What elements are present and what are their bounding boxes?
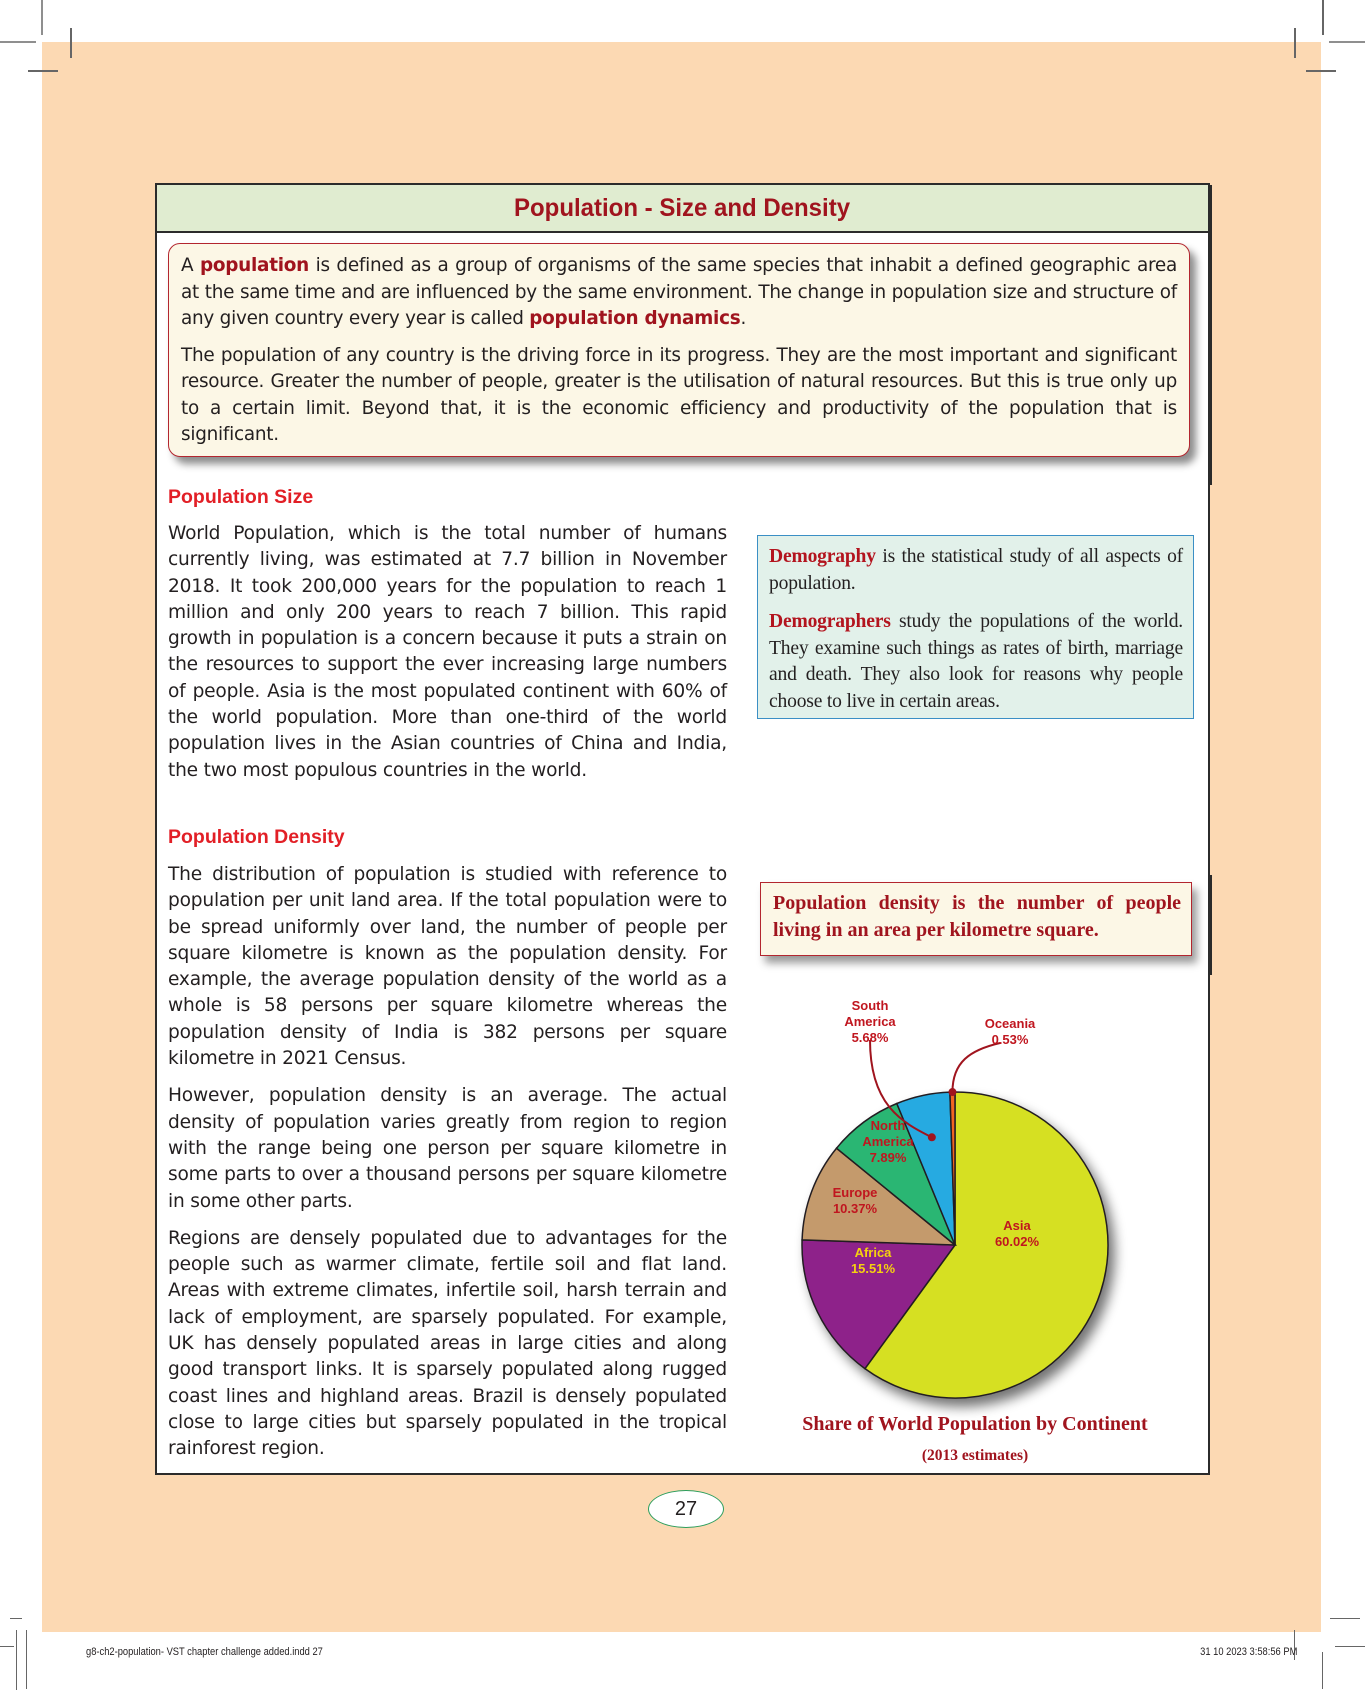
pie-chart-svg <box>755 925 1195 1425</box>
crop-mark <box>1329 41 1365 43</box>
callout-line-oceania <box>952 1043 1000 1092</box>
print-slug-timestamp: 31 10 2023 3:58:56 PM <box>1199 1646 1297 1658</box>
pie-label-north-america: North America 7.89% <box>862 1118 914 1165</box>
pie-label-europe: Europe 10.37% <box>832 1185 878 1216</box>
title-bar <box>157 185 1208 233</box>
crop-mark <box>1335 1646 1365 1647</box>
crop-mark <box>1322 0 1324 35</box>
crop-mark <box>41 0 43 35</box>
pie-label-asia: Asia 60.02% <box>994 1218 1040 1249</box>
content-frame <box>155 183 1210 1475</box>
term-population: population <box>199 255 310 276</box>
pie-label-oceania: Oceania 0.53% <box>984 1016 1036 1047</box>
crop-mark <box>16 1630 17 1690</box>
term-demography: Demography <box>769 546 876 567</box>
chart-subtitle: (2013 estimates) <box>921 1447 1029 1464</box>
population-size-body <box>168 521 727 795</box>
crop-mark <box>0 1646 14 1647</box>
crop-mark <box>0 41 36 43</box>
density-paragraph-3: Regions are densely populated due to advantages for the people such as warmer climate, fertile soil and flat land. Areas with extreme climates, infertile soil, harsh terrain and lack of employment, are sparsely populated. For example, UK has densely populated areas in large cities and along good transport links. It is sparsely populated along rugged coast lines and highland areas. Brazil is densely populated close to large cities but sparsely populated in the tropical rainforest region. <box>168 1227 727 1460</box>
pie-chart <box>755 925 1195 1485</box>
text: is defined as a group of organisms of the same species that inhabit a defined geographic area at the same time and are influenced by the same environment. The change in population size and structure of any given country every year is called <box>181 255 1177 329</box>
divider <box>1209 185 1212 485</box>
population-size-paragraph: World Population, which is the total number of humans currently living, was estimated at 7.7 billion in November 2018. It took 200,000 years for the population to reach 1 million and only 200 years to reach 7 billion. This rapid growth in population is a concern because it puts a strain on the resources to support the ever increasing large numbers of people. Asia is the most populated continent with 60% of the world population. More than one-third of the world population lives in the Asian countries of China and India, the two most populous countries in the world. <box>168 523 727 781</box>
crop-mark <box>10 1618 22 1619</box>
density-definition-text: Population density is the number of people living in an area per kilometre square. <box>773 892 1181 941</box>
crop-mark <box>1322 1652 1323 1689</box>
crop-mark <box>70 28 72 58</box>
crop-mark <box>1330 1618 1360 1619</box>
pie-slices-group <box>802 1092 1108 1398</box>
text: A <box>181 255 200 276</box>
chart-title: Share of World Population by Continent <box>802 1413 1148 1435</box>
crop-mark <box>1306 70 1336 72</box>
density-paragraph-2: However, population density is an average. The actual density of population varies greatly from region to region with the range being one person per square kilometre in some parts to over a thousand persons per square kilometre in some other parts. <box>168 1085 727 1212</box>
population-density-body <box>168 862 727 1474</box>
section-heading-population-density: Population Density <box>168 826 345 848</box>
crop-mark <box>28 70 58 72</box>
page-number: 27 <box>648 1490 724 1528</box>
term-demographers: Demographers <box>769 611 891 632</box>
density-paragraph-1: The distribution of population is studied with reference to population per unit land area. If the total population were to be spread uniformly over land, the number of people per square kilometre is known as the population density. For example, the average population density of the world as a whole is 58 persons per square kilometre whereas the population density of India is 382 persons per square kilometre in 2021 Census. <box>168 864 727 1070</box>
callout-dot-south-america <box>928 1133 936 1141</box>
demographers-definition <box>769 609 1183 715</box>
callout-dot-oceania <box>948 1088 956 1096</box>
demography-info-box <box>757 535 1194 719</box>
intro-paragraph-2: The population of any country is the driving force in its progress. They are the most important and significant resource. Greater the number of people, greater is the utilisation of natural resources. But this is true only up to a certain limit. Beyond that, it is the economic efficiency and productivity of the population that is significant. <box>181 344 1177 445</box>
page-title: Population - Size and Density <box>514 193 851 222</box>
crop-mark <box>1294 28 1296 58</box>
text: is the statistical study of all aspects of population. <box>769 546 1183 594</box>
demography-definition <box>769 544 1183 597</box>
intro-definition-box <box>168 243 1190 457</box>
divider <box>1209 875 1212 975</box>
section-heading-population-size: Population Size <box>168 486 314 508</box>
pie-label-africa: Africa 15.51% <box>850 1245 896 1276</box>
intro-paragraph-1 <box>181 253 1177 333</box>
pie-label-south-america: South America 5.68% <box>844 998 896 1045</box>
term-population-dynamics: population dynamics <box>529 308 741 329</box>
crop-mark <box>26 1630 27 1689</box>
print-slug-filename: g8-ch2-population- VST chapter challenge added.indd 27 <box>86 1646 323 1658</box>
text: study the populations of the world. They examine such things as rates of birth, marriage and death. They also look for reasons why people choose to live in certain areas. <box>769 611 1183 712</box>
text: . <box>740 308 747 329</box>
